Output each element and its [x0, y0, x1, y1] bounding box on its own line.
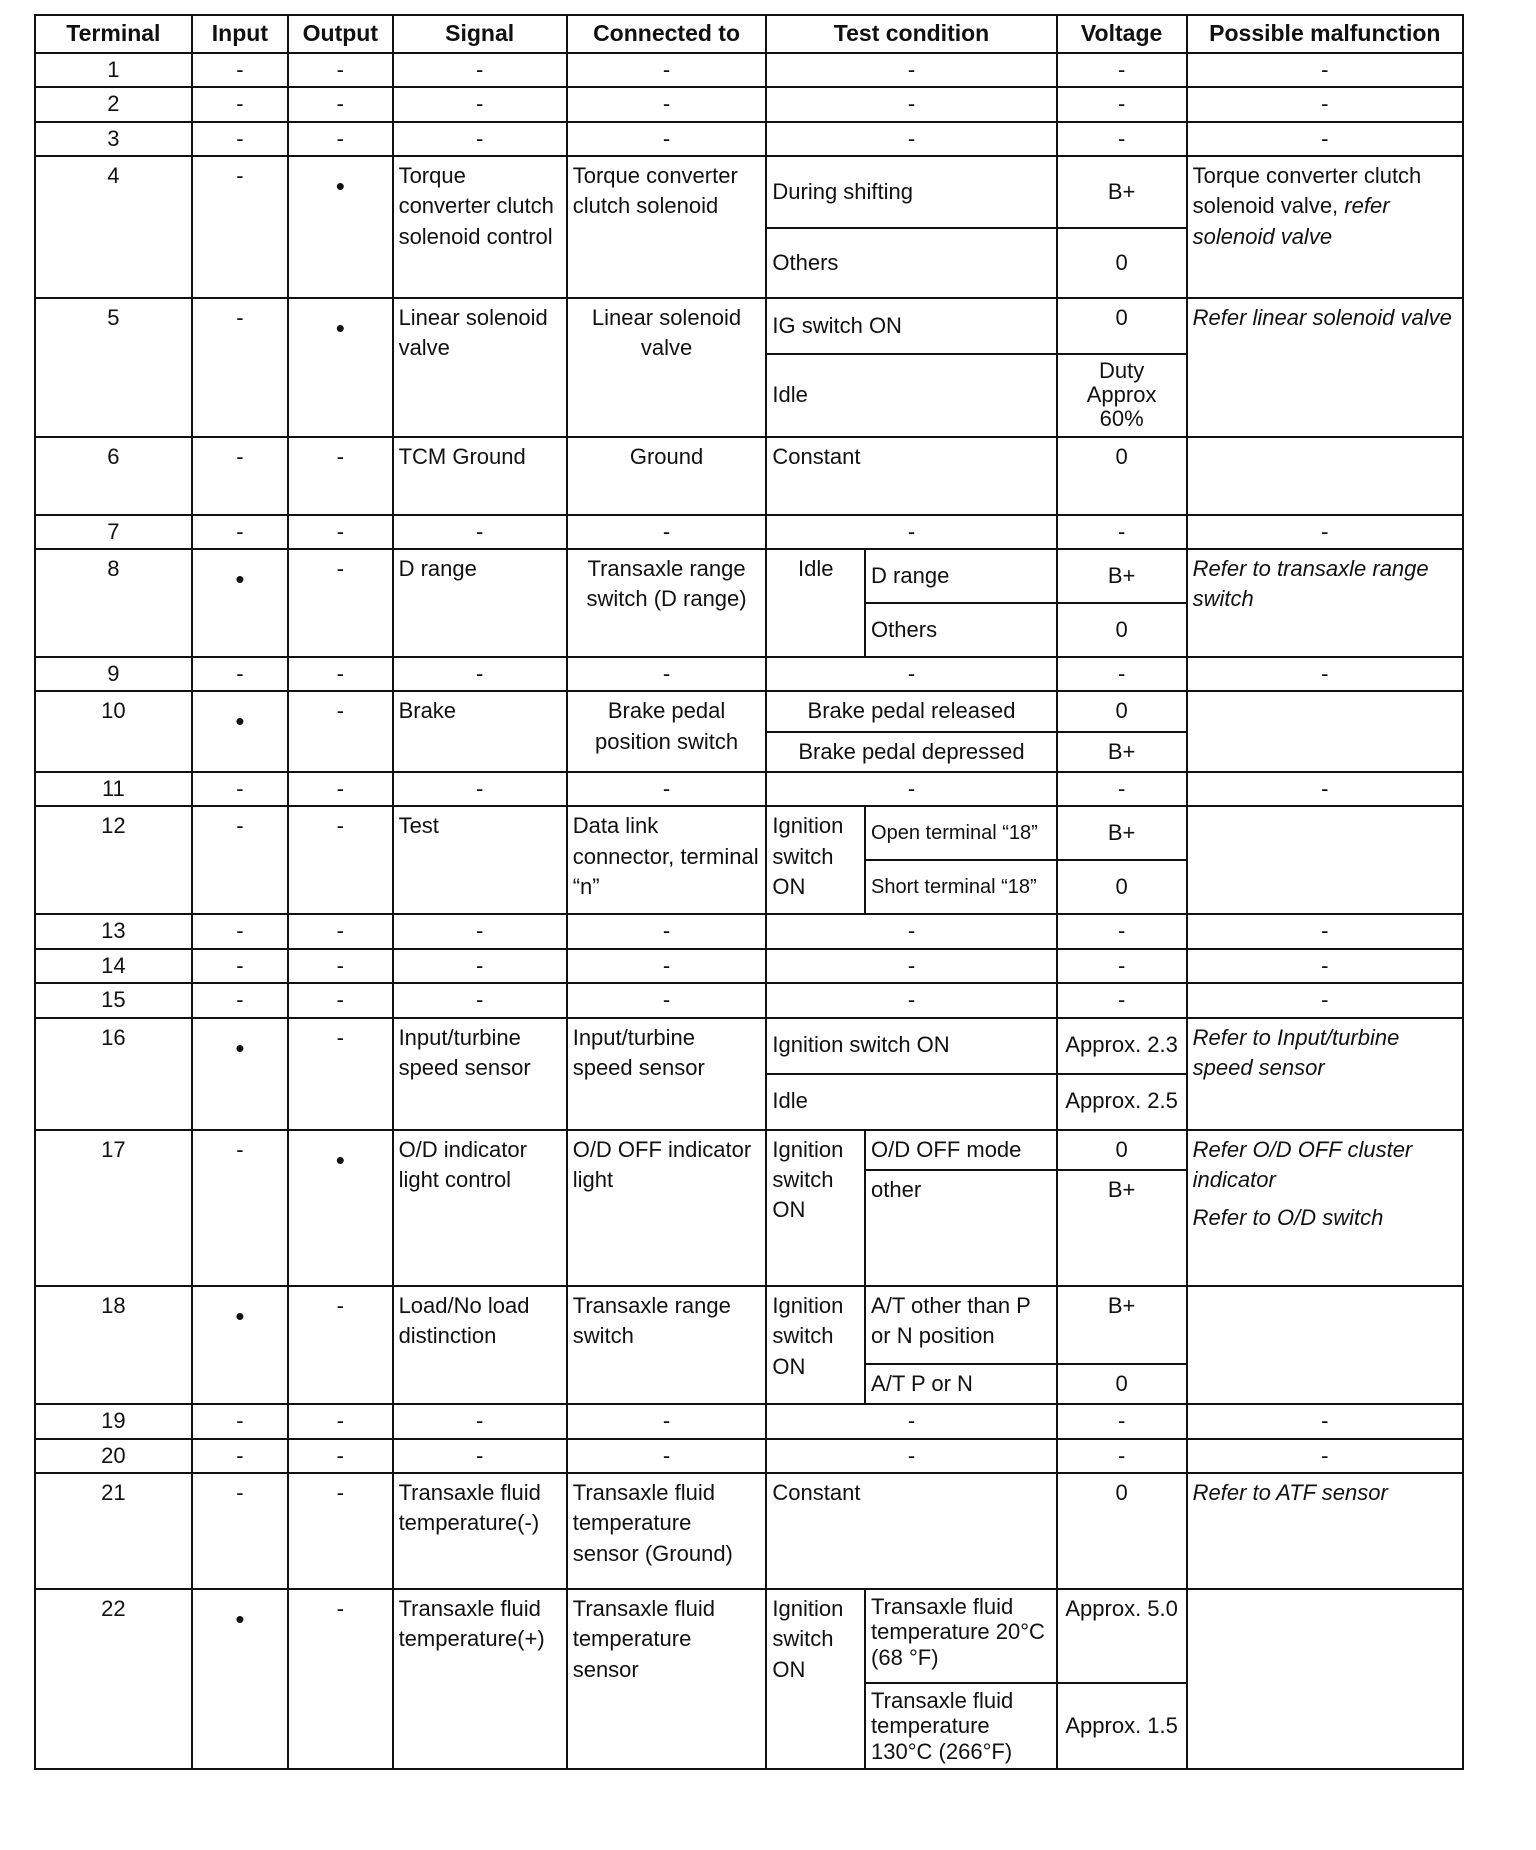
table-row	[35, 437, 1463, 515]
empty-cell: -	[393, 53, 567, 87]
voltage-cell: 0	[1057, 298, 1187, 354]
header-voltage: Voltage	[1057, 15, 1187, 53]
terminal-number: 19	[35, 1404, 192, 1438]
output-dot: •	[335, 1144, 345, 1175]
empty-cell: -	[1187, 657, 1463, 691]
voltage-cell: Duty Approx 60%	[1057, 354, 1187, 437]
empty-cell: -	[192, 1404, 288, 1438]
input-cell: -	[192, 156, 288, 298]
input-dot: •	[235, 1032, 245, 1063]
terminal-number: 16	[35, 1018, 192, 1130]
test-condition-cell: Constant	[766, 1473, 1056, 1589]
empty-cell: -	[567, 914, 767, 948]
empty-cell: -	[192, 772, 288, 806]
header-terminal: Terminal	[35, 15, 192, 53]
empty-cell: -	[1187, 949, 1463, 983]
terminal-number: 21	[35, 1473, 192, 1589]
empty-cell: -	[1187, 122, 1463, 156]
input-cell	[192, 1286, 288, 1404]
empty-cell: -	[766, 1404, 1056, 1438]
output-cell: -	[288, 437, 392, 515]
empty-cell: -	[192, 122, 288, 156]
table-row	[35, 1473, 1463, 1589]
empty-cell: -	[1057, 87, 1187, 121]
empty-cell: -	[288, 1439, 392, 1473]
header-input: Input	[192, 15, 288, 53]
test-condition-cell: Open terminal “18”	[865, 806, 1057, 860]
empty-cell: -	[1057, 122, 1187, 156]
empty-cell: -	[393, 122, 567, 156]
empty-cell: -	[766, 657, 1056, 691]
empty-cell: -	[1057, 515, 1187, 549]
output-cell: -	[288, 549, 392, 657]
connected-to-cell: Torque converter clutch solenoid	[567, 156, 767, 298]
test-condition-cell: Transaxle fluid temperature 130°C (266°F)	[865, 1683, 1057, 1769]
header-connected-to: Connected to	[567, 15, 767, 53]
terminal-number: 8	[35, 549, 192, 657]
empty-cell: -	[766, 122, 1056, 156]
signal-cell: Torque converter clutch solenoid control	[393, 156, 567, 298]
voltage-cell: 0	[1057, 603, 1187, 657]
table-row	[35, 914, 1463, 948]
header-signal: Signal	[393, 15, 567, 53]
malfunction-cell: Refer to ATF sensor	[1187, 1473, 1463, 1589]
terminal-table	[34, 14, 1464, 1770]
empty-cell: -	[766, 1439, 1056, 1473]
empty-cell: -	[288, 53, 392, 87]
empty-cell: -	[567, 515, 767, 549]
voltage-cell: B+	[1057, 806, 1187, 860]
voltage-cell: 0	[1057, 1473, 1187, 1589]
empty-cell: -	[766, 53, 1056, 87]
empty-cell: -	[567, 1439, 767, 1473]
terminal-number: 9	[35, 657, 192, 691]
input-cell: -	[192, 1473, 288, 1589]
empty-cell: -	[766, 983, 1056, 1017]
empty-cell: -	[1187, 983, 1463, 1017]
terminal-number: 13	[35, 914, 192, 948]
voltage-cell: B+	[1057, 1170, 1187, 1286]
empty-cell: -	[567, 772, 767, 806]
malfunction-cell	[1187, 1130, 1463, 1286]
test-condition-cell: During shifting	[766, 156, 1056, 228]
table-row	[35, 87, 1463, 121]
input-dot: •	[235, 564, 245, 594]
connected-to-cell: Transaxle fluid temperature sensor	[567, 1589, 767, 1769]
connected-to-cell: Ground	[567, 437, 767, 515]
table-row	[35, 1589, 1463, 1683]
header-possible-malfunction: Possible malfunction	[1187, 15, 1463, 53]
empty-cell: -	[393, 1439, 567, 1473]
test-condition-cell: D range	[865, 549, 1057, 603]
empty-cell: -	[766, 87, 1056, 121]
empty-cell: -	[393, 87, 567, 121]
output-cell	[288, 298, 392, 437]
signal-cell: Test	[393, 806, 567, 914]
table-row	[35, 515, 1463, 549]
table-row	[35, 806, 1463, 860]
empty-cell: -	[288, 515, 392, 549]
terminal-number: 3	[35, 122, 192, 156]
test-condition-cell: A/T P or N	[865, 1364, 1057, 1404]
test-condition-main: Ignition switch ON	[766, 806, 865, 914]
voltage-cell: 0	[1057, 860, 1187, 914]
table-row	[35, 691, 1463, 731]
test-condition-cell: O/D OFF mode	[865, 1130, 1057, 1170]
empty-cell: -	[1057, 657, 1187, 691]
empty-cell: -	[1057, 1439, 1187, 1473]
empty-cell: -	[567, 657, 767, 691]
empty-cell: -	[288, 657, 392, 691]
test-condition-cell: Transaxle fluid temperature 20°C (68 °F)	[865, 1589, 1057, 1683]
terminal-number: 14	[35, 949, 192, 983]
test-condition-cell: Constant	[766, 437, 1056, 515]
malfunction-cell	[1187, 437, 1463, 515]
input-cell	[192, 691, 288, 772]
empty-cell: -	[393, 515, 567, 549]
output-cell	[288, 156, 392, 298]
test-condition-cell: Short terminal “18”	[865, 860, 1057, 914]
malfunction-cell: Refer linear solenoid valve	[1187, 298, 1463, 437]
empty-cell: -	[192, 1439, 288, 1473]
empty-cell: -	[192, 87, 288, 121]
empty-cell: -	[766, 914, 1056, 948]
terminal-number: 15	[35, 983, 192, 1017]
empty-cell: -	[1057, 53, 1187, 87]
test-condition-cell: IG switch ON	[766, 298, 1056, 354]
empty-cell: -	[567, 53, 767, 87]
empty-cell: -	[1187, 1404, 1463, 1438]
test-condition-cell: Others	[865, 603, 1057, 657]
empty-cell: -	[567, 949, 767, 983]
empty-cell: -	[1057, 772, 1187, 806]
output-cell: -	[288, 1286, 392, 1404]
signal-cell: Linear solenoid valve	[393, 298, 567, 437]
voltage-cell: 0	[1057, 1130, 1187, 1170]
test-condition-main: Ignition switch ON	[766, 1589, 865, 1769]
terminal-number: 2	[35, 87, 192, 121]
empty-cell: -	[1187, 1439, 1463, 1473]
empty-cell: -	[393, 1404, 567, 1438]
empty-cell: -	[192, 657, 288, 691]
empty-cell: -	[393, 914, 567, 948]
signal-cell: Load/No load distinction	[393, 1286, 567, 1404]
malfunction-cell	[1187, 156, 1463, 298]
connected-to-cell: Data link connector, terminal “n”	[567, 806, 767, 914]
terminal-number: 1	[35, 53, 192, 87]
empty-cell: -	[1057, 983, 1187, 1017]
empty-cell: -	[766, 949, 1056, 983]
table-row	[35, 657, 1463, 691]
voltage-cell: Approx. 1.5	[1057, 1683, 1187, 1769]
test-condition-cell: Ignition switch ON	[766, 1018, 1056, 1074]
table-row	[35, 772, 1463, 806]
empty-cell: -	[393, 657, 567, 691]
voltage-cell: 0	[1057, 228, 1187, 298]
empty-cell: -	[288, 1404, 392, 1438]
empty-cell: -	[1187, 914, 1463, 948]
voltage-cell: B+	[1057, 732, 1187, 772]
output-cell: -	[288, 1589, 392, 1769]
test-condition-cell: Idle	[766, 354, 1056, 437]
output-cell: -	[288, 1473, 392, 1589]
terminal-number: 6	[35, 437, 192, 515]
connected-to-cell: Transaxle range switch (D range)	[567, 549, 767, 657]
malfunction-cell	[1187, 1286, 1463, 1404]
empty-cell: -	[1187, 772, 1463, 806]
malfunction-cell: Refer to Input/turbine speed sensor	[1187, 1018, 1463, 1130]
empty-cell: -	[288, 772, 392, 806]
test-condition-cell: Idle	[766, 1074, 1056, 1130]
table-row	[35, 1018, 1463, 1074]
signal-cell: Transaxle fluid temperature(+)	[393, 1589, 567, 1769]
terminal-number: 5	[35, 298, 192, 437]
table-row	[35, 549, 1463, 603]
input-dot: •	[235, 706, 245, 737]
empty-cell: -	[393, 772, 567, 806]
malfunction-cell	[1187, 1589, 1463, 1769]
empty-cell: -	[1187, 87, 1463, 121]
output-cell	[288, 1130, 392, 1286]
input-cell: -	[192, 806, 288, 914]
signal-cell: D range	[393, 549, 567, 657]
voltage-cell: Approx. 2.3	[1057, 1018, 1187, 1074]
header-row	[35, 15, 1463, 53]
empty-cell: -	[766, 772, 1056, 806]
malfunction-cell	[1187, 806, 1463, 914]
empty-cell: -	[567, 122, 767, 156]
header-output: Output	[288, 15, 392, 53]
signal-cell: Transaxle fluid temperature(-)	[393, 1473, 567, 1589]
signal-cell: O/D indicator light control	[393, 1130, 567, 1286]
malfunction-cell	[1187, 691, 1463, 772]
terminal-number: 10	[35, 691, 192, 772]
output-cell: -	[288, 691, 392, 772]
table-row	[35, 156, 1463, 228]
terminal-number: 22	[35, 1589, 192, 1769]
table-row	[35, 949, 1463, 983]
connected-to-cell: Transaxle range switch	[567, 1286, 767, 1404]
voltage-cell: 0	[1057, 691, 1187, 731]
test-condition-cell: A/T other than P or N position	[865, 1286, 1057, 1364]
input-cell	[192, 1589, 288, 1769]
malfunction-ref: refer solenoid valve	[1192, 193, 1390, 249]
test-condition-cell: other	[865, 1170, 1057, 1286]
table-row	[35, 298, 1463, 354]
empty-cell: -	[1057, 914, 1187, 948]
empty-cell: -	[393, 949, 567, 983]
voltage-cell: 0	[1057, 1364, 1187, 1404]
malfunction-text: Torque converter clutch solenoid valve,	[1192, 163, 1422, 219]
empty-cell: -	[288, 122, 392, 156]
empty-cell: -	[1057, 1404, 1187, 1438]
empty-cell: -	[567, 1404, 767, 1438]
output-dot: •	[335, 171, 345, 202]
empty-cell: -	[288, 87, 392, 121]
test-condition-main: Ignition switch ON	[766, 1286, 865, 1404]
empty-cell: -	[192, 949, 288, 983]
table-row	[35, 1130, 1463, 1170]
test-condition-cell: Brake pedal depressed	[766, 732, 1056, 772]
terminal-number: 11	[35, 772, 192, 806]
input-cell: -	[192, 298, 288, 437]
connected-to-cell: Linear solenoid valve	[567, 298, 767, 437]
test-condition-cell: Brake pedal released	[766, 691, 1056, 731]
connected-to-cell: Input/turbine speed sensor	[567, 1018, 767, 1130]
empty-cell: -	[567, 87, 767, 121]
signal-cell: Input/turbine speed sensor	[393, 1018, 567, 1130]
test-condition-main: Ignition switch ON	[766, 1130, 865, 1286]
voltage-cell: B+	[1057, 1286, 1187, 1364]
empty-cell: -	[1057, 949, 1187, 983]
voltage-cell: B+	[1057, 156, 1187, 228]
connected-to-cell: Transaxle fluid temperature sensor (Ground)	[567, 1473, 767, 1589]
signal-cell: Brake	[393, 691, 567, 772]
malfunction-ref: Refer to O/D switch	[1192, 1205, 1384, 1231]
connected-to-cell: O/D OFF indicator light	[567, 1130, 767, 1286]
connected-to-cell: Brake pedal position switch	[567, 691, 767, 772]
empty-cell: -	[393, 983, 567, 1017]
empty-cell: -	[192, 983, 288, 1017]
table-row	[35, 1286, 1463, 1364]
table-row	[35, 53, 1463, 87]
empty-cell: -	[567, 983, 767, 1017]
table-row	[35, 1439, 1463, 1473]
empty-cell: -	[766, 515, 1056, 549]
voltage-cell: B+	[1057, 549, 1187, 603]
signal-cell: TCM Ground	[393, 437, 567, 515]
header-test-condition: Test condition	[766, 15, 1056, 53]
input-cell: -	[192, 437, 288, 515]
input-dot: •	[235, 1603, 245, 1634]
input-cell	[192, 1018, 288, 1130]
empty-cell: -	[288, 983, 392, 1017]
output-dot: •	[335, 313, 345, 344]
terminal-number: 4	[35, 156, 192, 298]
input-cell: -	[192, 1130, 288, 1286]
input-cell	[192, 549, 288, 657]
table-row	[35, 122, 1463, 156]
empty-cell: -	[1187, 515, 1463, 549]
malfunction-cell: Refer to transaxle range switch	[1187, 549, 1463, 657]
voltage-cell: Approx. 2.5	[1057, 1074, 1187, 1130]
table-row	[35, 1404, 1463, 1438]
empty-cell: -	[192, 914, 288, 948]
voltage-cell: 0	[1057, 437, 1187, 515]
test-condition-main: Idle	[766, 549, 865, 657]
terminal-number: 17	[35, 1130, 192, 1286]
terminal-number: 18	[35, 1286, 192, 1404]
input-dot: •	[235, 1300, 245, 1331]
output-cell: -	[288, 1018, 392, 1130]
empty-cell: -	[192, 53, 288, 87]
empty-cell: -	[192, 515, 288, 549]
malfunction-text: Refer O/D OFF cluster indicator	[1192, 1136, 1413, 1192]
test-condition-cell: Others	[766, 228, 1056, 298]
terminal-number: 7	[35, 515, 192, 549]
empty-cell: -	[288, 914, 392, 948]
voltage-cell: Approx. 5.0	[1057, 1589, 1187, 1683]
terminal-number: 20	[35, 1439, 192, 1473]
table-row	[35, 983, 1463, 1017]
output-cell: -	[288, 806, 392, 914]
empty-cell: -	[288, 949, 392, 983]
empty-cell: -	[1187, 53, 1463, 87]
terminal-number: 12	[35, 806, 192, 914]
